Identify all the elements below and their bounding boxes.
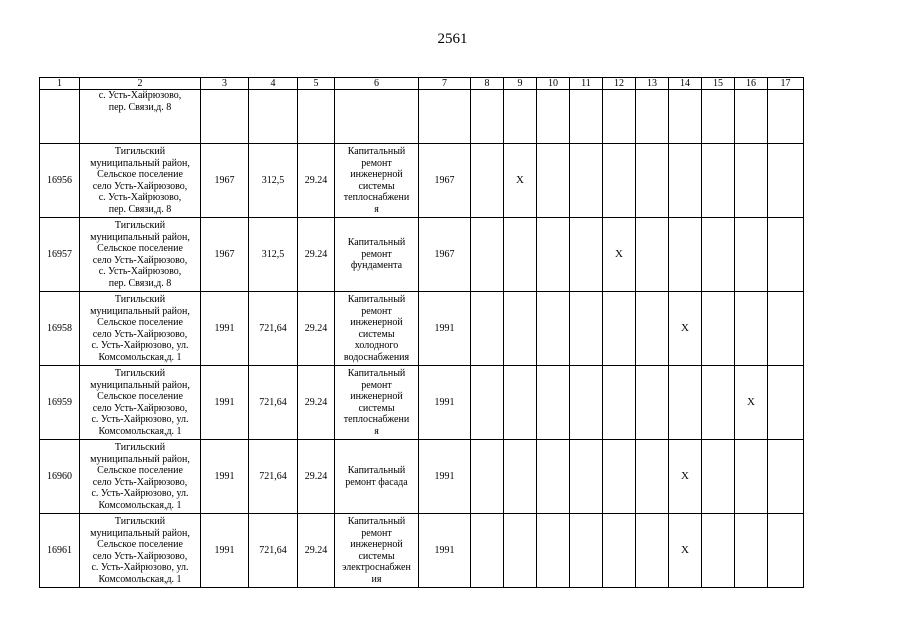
register-table [39,77,804,588]
work-line: Капитальный [347,294,406,305]
cell-mark [537,514,570,588]
cell-area: 721,64 [249,366,298,440]
cell-address [80,90,201,144]
cell-year-2: 1991 [419,514,471,588]
address-line: пер. Связи,д. 8 [108,101,172,113]
address-line: Тигильский [114,368,166,379]
work-line: Капитальный [347,516,406,527]
cell-id: 16959 [40,366,80,440]
work-line: системы [358,550,395,562]
column-number-row [40,78,804,90]
cell-empty [471,90,504,144]
address-line: пер. Связи,д. 8 [108,203,172,215]
work-line: ремонт [361,379,392,391]
cell-address [80,514,201,588]
address-line: село Усть-Хайрюзово, [92,180,188,192]
cell-mark [570,366,603,440]
address-line: с. Усть-Хайрюзово, ул. [91,562,189,573]
cell-mark [471,218,504,292]
address-line: Комсомольская,д. 1 [98,573,182,585]
cell-mark [603,366,636,440]
cell-mark [669,144,702,218]
page-number: 2561 [437,31,468,47]
work-line: ремонт [361,157,392,169]
address-line: с. Усть-Хайрюзово, [98,192,182,203]
work-line: теплоснабжени [343,414,410,425]
cell-mark [537,292,570,366]
cell-mark [636,144,669,218]
work-line: инженерной [350,169,403,180]
address-line: с. Усть-Хайрюзово, ул. [91,414,189,425]
table-row [40,144,804,218]
cell-mark [636,218,669,292]
cell-year: 1967 [201,144,249,218]
table-row [40,514,804,588]
cell-year-2: 1967 [419,144,471,218]
address-line: с. Усть-Хайрюзово, ул. [91,340,189,351]
cell-mark [702,218,735,292]
cell-mark [504,440,537,514]
cell-mark [471,292,504,366]
work-line: электроснабжен [342,562,411,573]
cell-mark [537,440,570,514]
address-line: муниципальный район, [90,305,190,317]
address-line: село Усть-Хайрюзово, [92,550,188,562]
address-line: с. Усть-Хайрюзово, [98,90,182,101]
cell-area: 721,64 [249,514,298,588]
address-line: Тигильский [114,442,166,453]
cell-mark [768,292,804,366]
column-header: 13 [636,78,669,90]
cell-id: 16961 [40,514,80,588]
cell-empty [201,90,249,144]
cell-id: 16957 [40,218,80,292]
column-header: 9 [504,78,537,90]
cell-mark [471,514,504,588]
column-header: 8 [471,78,504,90]
cell-mark: X [603,218,636,292]
address-line: муниципальный район, [90,231,190,243]
address-line: Комсомольская,д. 1 [98,425,182,437]
cell-area: 721,64 [249,292,298,366]
work-line: инженерной [350,391,403,402]
cell-mark [735,514,768,588]
work-line: теплоснабжени [343,192,410,203]
work-line: фундамента [350,260,403,272]
address-line: Комсомольская,д. 1 [98,499,182,511]
work-line: Капитальный [347,368,406,379]
cell-mark [702,292,735,366]
cell-empty [669,90,702,144]
cell-mark [603,514,636,588]
cell-year-2: 1991 [419,366,471,440]
cell-mark [504,292,537,366]
cell-address [80,292,201,366]
address-line: село Усть-Хайрюзово, [92,254,188,266]
cell-empty [419,90,471,144]
cell-mark [570,218,603,292]
cell-empty [335,90,419,144]
cell-id: 16956 [40,144,80,218]
cell-area: 312,5 [249,144,298,218]
cell-area: 312,5 [249,218,298,292]
cell-mark: X [669,292,702,366]
cell-mark [504,514,537,588]
cell-mark [735,292,768,366]
cell-mark [768,366,804,440]
cell-empty [570,90,603,144]
work-line: системы [358,180,395,192]
cell-mark [603,144,636,218]
cell-empty [298,90,335,144]
cell-year: 1967 [201,218,249,292]
cell-work-type [335,440,419,514]
address-line: муниципальный район, [90,527,190,539]
address-line: с. Усть-Хайрюзово, [98,266,182,277]
cell-mark [603,440,636,514]
cell-rate: 29.24 [298,366,335,440]
address-line: Тигильский [114,146,166,157]
cell-mark: X [504,144,537,218]
work-line: инженерной [350,317,403,328]
cell-mark [702,514,735,588]
cell-empty [636,90,669,144]
cell-work-type [335,218,419,292]
column-header: 3 [201,78,249,90]
column-header: 10 [537,78,570,90]
cell-mark [504,218,537,292]
cell-year-2: 1991 [419,292,471,366]
cell-work-type [335,292,419,366]
cell-area: 721,64 [249,440,298,514]
address-line: Комсомольская,д. 1 [98,351,182,363]
work-line: Капитальный [347,237,406,249]
cell-mark: X [735,366,768,440]
cell-mark [570,144,603,218]
column-header: 1 [40,78,80,90]
cell-mark [768,514,804,588]
cell-rate: 29.24 [298,292,335,366]
work-line: инженерной [350,539,403,550]
cell-mark [735,144,768,218]
address-line: Тигильский [114,516,166,527]
cell-mark [636,292,669,366]
cell-mark [768,440,804,514]
cell-mark [702,440,735,514]
address-line: муниципальный район, [90,453,190,465]
address-line: муниципальный район, [90,379,190,391]
cell-mark [702,366,735,440]
address-line: Тигильский [114,294,166,305]
table-row [40,292,804,366]
cell-mark [504,366,537,440]
continuation-row [40,90,804,144]
cell-empty [249,90,298,144]
column-header: 15 [702,78,735,90]
column-header: 2 [80,78,201,90]
address-line: Сельское поселение [97,317,183,328]
work-line: я [374,425,379,437]
cell-id: 16958 [40,292,80,366]
cell-mark [537,218,570,292]
cell-mark [570,292,603,366]
cell-mark [669,218,702,292]
address-line: село Усть-Хайрюзово, [92,328,188,340]
cell-mark [669,366,702,440]
address-line: Сельское поселение [97,169,183,180]
cell-id [40,90,80,144]
work-line: Капитальный [347,465,406,476]
cell-address [80,144,201,218]
table-row [40,218,804,292]
table-body [40,78,804,588]
cell-empty [603,90,636,144]
cell-mark [471,440,504,514]
work-line: системы [358,402,395,414]
work-line: ремонт [361,305,392,317]
column-header: 11 [570,78,603,90]
cell-address [80,218,201,292]
cell-empty [537,90,570,144]
cell-mark [570,440,603,514]
cell-mark [768,144,804,218]
column-header: 6 [335,78,419,90]
cell-id: 16960 [40,440,80,514]
table-row [40,440,804,514]
cell-empty [702,90,735,144]
cell-mark: X [669,514,702,588]
column-header: 12 [603,78,636,90]
cell-mark [636,514,669,588]
work-line: системы [358,328,395,340]
cell-address [80,440,201,514]
work-line: Капитальный [347,146,406,157]
address-line: пер. Связи,д. 8 [108,277,172,289]
cell-rate: 29.24 [298,440,335,514]
cell-mark [636,440,669,514]
cell-mark [603,292,636,366]
work-line: холодного [354,340,399,351]
column-header: 17 [768,78,804,90]
cell-work-type [335,514,419,588]
address-line: Сельское поселение [97,465,183,476]
address-line: Тигильский [114,220,166,231]
cell-mark [735,218,768,292]
column-header: 4 [249,78,298,90]
address-line: Сельское поселение [97,391,183,402]
work-line: ремонт фасада [345,476,408,488]
work-line: ремонт [361,527,392,539]
cell-empty [735,90,768,144]
work-line: ия [371,573,382,585]
cell-year-2: 1991 [419,440,471,514]
cell-work-type [335,366,419,440]
column-header: 14 [669,78,702,90]
work-line: я [374,203,379,215]
cell-mark [735,440,768,514]
cell-mark [702,144,735,218]
address-line: муниципальный район, [90,157,190,169]
cell-mark [537,144,570,218]
cell-rate: 29.24 [298,144,335,218]
table-row [40,366,804,440]
work-line: водоснабжения [343,351,410,363]
cell-mark [471,144,504,218]
work-line: ремонт [361,248,392,260]
address-line: Сельское поселение [97,539,183,550]
cell-empty [768,90,804,144]
address-line: с. Усть-Хайрюзово, ул. [91,488,189,499]
cell-year: 1991 [201,366,249,440]
cell-rate: 29.24 [298,514,335,588]
cell-address [80,366,201,440]
cell-mark: X [669,440,702,514]
cell-work-type [335,144,419,218]
address-line: Сельское поселение [97,243,183,254]
cell-rate: 29.24 [298,218,335,292]
column-header: 7 [419,78,471,90]
cell-year: 1991 [201,514,249,588]
cell-year-2: 1967 [419,218,471,292]
column-header: 5 [298,78,335,90]
cell-mark [537,366,570,440]
cell-mark [471,366,504,440]
cell-year: 1991 [201,440,249,514]
cell-mark [636,366,669,440]
cell-empty [504,90,537,144]
address-line: село Усть-Хайрюзово, [92,402,188,414]
cell-mark [768,218,804,292]
column-header: 16 [735,78,768,90]
cell-year: 1991 [201,292,249,366]
address-line: село Усть-Хайрюзово, [92,476,188,488]
cell-mark [570,514,603,588]
